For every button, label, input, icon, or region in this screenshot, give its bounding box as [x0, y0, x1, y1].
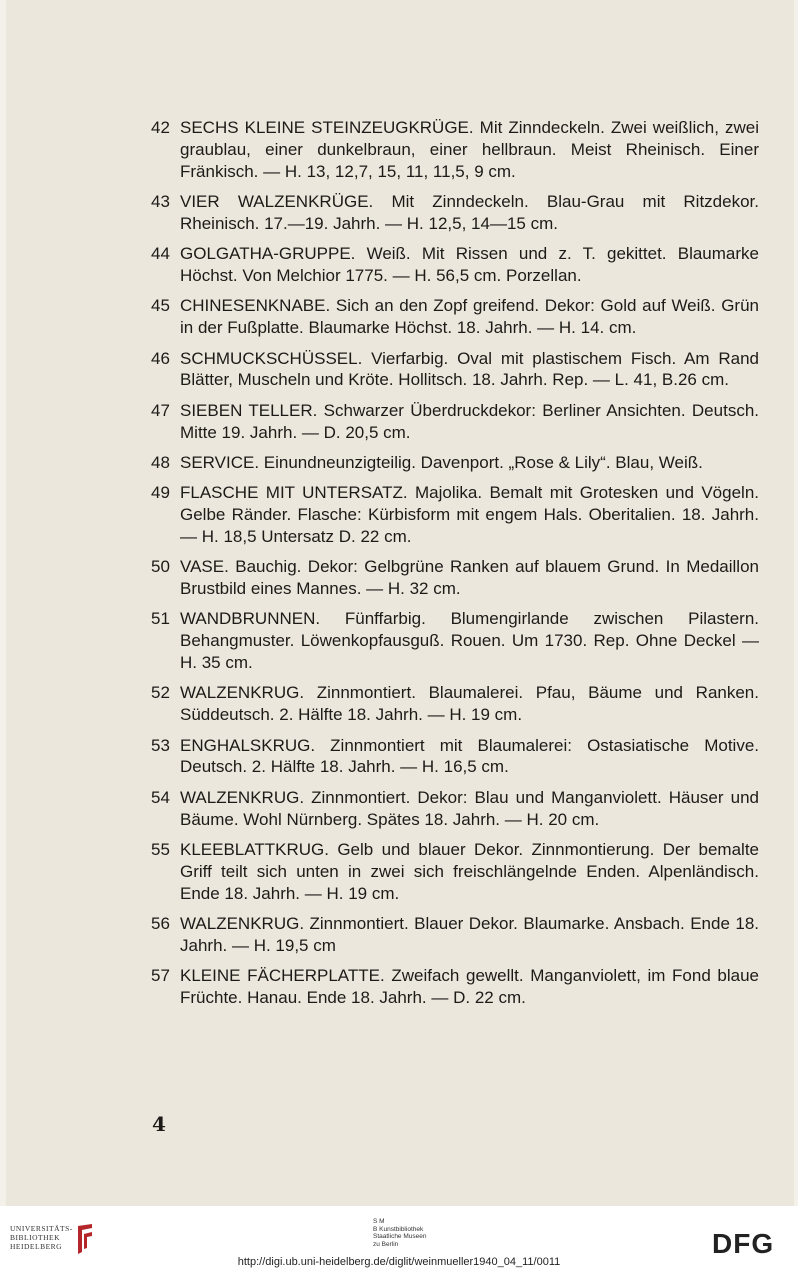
entry-number: 55: [151, 840, 170, 860]
entry-description: SERVICE. Einundneunzigteilig. Davenport. „Rose & Lily“. Blau, Weiß.: [180, 452, 703, 472]
catalog-entry: [151, 482, 759, 547]
catalog-entry: [151, 400, 759, 444]
entry-number: 49: [151, 483, 170, 503]
catalog-entry: [151, 735, 759, 779]
entry-description: FLASCHE MIT UNTERSATZ. Majolika. Bemalt mit Grotesken und Vögeln. Gelbe Ränder. Flasche: Kürbisform mit engem Hals. Oberitalien. 18. Jahrh. — H. 18,5 Untersatz D. 22 cm.: [180, 483, 759, 546]
entry-number: 54: [151, 787, 170, 807]
catalog-entry: [151, 295, 759, 339]
catalog-entry: [151, 839, 759, 904]
entry-number: 47: [151, 400, 170, 420]
catalog-entry: [151, 787, 759, 831]
source-url[interactable]: http://digi.ub.uni-heidelberg.de/diglit/weinmueller1940_04_11/0011: [237, 1256, 561, 1268]
entry-description: KLEEBLATTKRUG. Gelb und blauer Dekor. Zinnmontierung. Der bemalte Griff teilt sich unten in zwei sich freischlängelnde Enden. Alpenländisch. Ende 18. Jahrh. — H. 19 cm.: [180, 840, 759, 903]
entry-description: WANDBRUNNEN. Fünffarbig. Blumengirlande zwischen Pilastern. Behangmuster. Löwenkopfausguß. Rouen. Um 1730. Rep. Ohne Deckel — H. 35 cm.: [180, 609, 759, 673]
catalog-entry: [151, 913, 759, 957]
university-logo-icon: [74, 1222, 96, 1256]
catalog-entry: [151, 682, 759, 726]
entry-number: 51: [151, 609, 170, 629]
scanned-page: [6, 0, 794, 1206]
entry-number: 48: [151, 452, 170, 472]
entry-number: 50: [151, 557, 170, 577]
entry-description: VASE. Bauchig. Dekor: Gelbgrüne Ranken auf blauem Grund. In Medaillon Brustbild eines Mannes. — H. 32 cm.: [180, 557, 759, 599]
entry-number: 45: [151, 296, 170, 316]
entry-description: KLEINE FÄCHERPLATTE. Zweifach gewellt. Manganviolett, im Fond blaue Früchte. Hanau. Ende 18. Jahrh. — D. 22 cm.: [180, 966, 759, 1007]
entry-description: SCHMUCKSCHÜSSEL. Vierfarbig. Oval mit plastischem Fisch. Am Rand Blätter, Muscheln und Kröte. Hollitsch. 18. Jahrh. Rep. — L. 41, B.26 cm.: [180, 348, 759, 390]
entry-description: SECHS KLEINE STEINZEUGKRÜGE. Mit Zinndeckeln. Zwei weißlich, zwei graublau, einer dunkelbraun, einer hellbraun. Meist Rheinisch. Einer Fränkisch. — H. 13, 12,7, 15, 11, 11,5, 9 cm.: [180, 118, 759, 181]
entry-description: WALZENKRUG. Zinnmontiert. Blaumalerei. Pfau, Bäume und Ranken. Süddeutsch. 2. Hälfte 18. Jahrh. — H. 19 cm.: [180, 683, 759, 725]
entry-description: SIEBEN TELLER. Schwarzer Überdruckdekor: Berliner Ansichten. Deutsch. Mitte 19. Jahrh. — D. 20,5 cm.: [180, 400, 759, 442]
entry-number: 46: [151, 348, 170, 368]
catalog-entries: [151, 117, 759, 1017]
catalog-entry: [151, 452, 759, 474]
entry-description: VIER WALZENKRÜGE. Mit Zinndeckeln. Blau-Grau mit Ritzdekor. Rheinisch. 17.—19. Jahrh. — H. 12,5, 14—15 cm.: [180, 191, 759, 233]
catalog-entry: [151, 556, 759, 600]
entry-description: CHINESENKNABE. Sich an den Zopf greifend. Dekor: Gold auf Weiß. Grün in der Fußplatte. Blaumarke Höchst. 18. Jahrh. — H. 14. cm.: [180, 296, 759, 338]
catalog-entry: [151, 608, 759, 673]
catalog-entry: [151, 965, 759, 1009]
catalog-entry: [151, 348, 759, 392]
entry-number: 56: [151, 914, 170, 934]
university-library-logo-text: UNIVERSITÄTS- BIBLIOTHEK HEIDELBERG: [10, 1224, 73, 1251]
entry-number: 52: [151, 683, 170, 703]
entry-number: 53: [151, 735, 170, 755]
entry-description: WALZENKRUG. Zinnmontiert. Blauer Dekor. Blaumarke. Ansbach. Ende 18. Jahrh. — H. 19,5 cm: [180, 914, 759, 955]
entry-number: 42: [151, 118, 170, 137]
entry-number: 43: [151, 191, 170, 211]
entry-description: ENGHALSKRUG. Zinnmontiert mit Blaumalerei: Ostasiatische Motive. Deutsch. 2. Hälfte 18. Jahrh. — H. 16,5 cm.: [180, 735, 759, 777]
catalog-entry: [151, 243, 759, 287]
catalog-entry: [151, 117, 759, 182]
catalog-entry: [151, 191, 759, 235]
entry-description: WALZENKRUG. Zinnmontiert. Dekor: Blau und Manganviolett. Häuser und Bäume. Wohl Nürnberg. Spätes 18. Jahrh. — H. 20 cm.: [180, 787, 759, 829]
museum-logo-text: S M B Kunstbibliothek Staatliche Museen zu Berlin: [373, 1218, 427, 1248]
entry-number: 57: [151, 966, 170, 986]
page-number: 4: [152, 1112, 166, 1136]
entry-number: 44: [151, 244, 170, 264]
dfg-logo: DFG: [712, 1228, 775, 1259]
entry-description: GOLGATHA-GRUPPE. Weiß. Mit Rissen und z. T. gekittet. Blaumarke Höchst. Von Melchior 1775. — H. 56,5 cm. Porzellan.: [180, 244, 759, 285]
